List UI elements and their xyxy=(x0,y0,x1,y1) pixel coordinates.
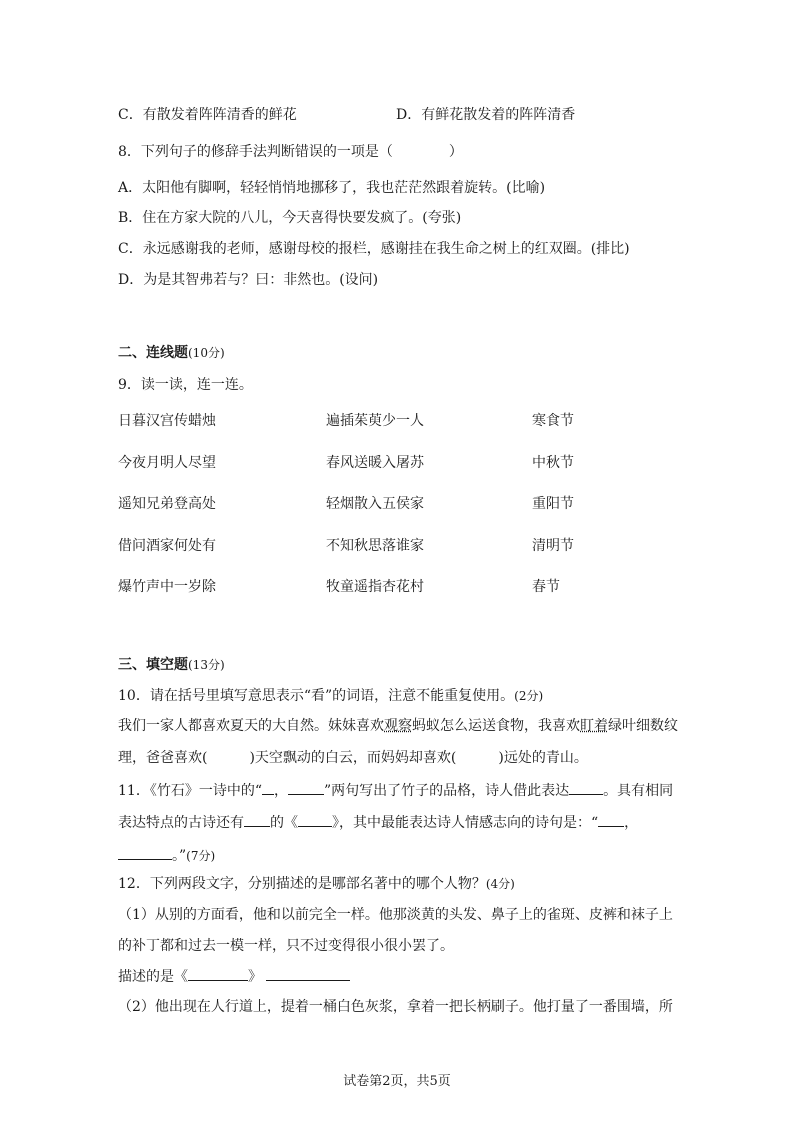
match-middle-5: 牧童遥指杏花村 xyxy=(326,579,424,595)
q10-text-1a: 我们一家人都喜欢夏天的大自然。妹妹喜欢 xyxy=(118,718,384,734)
match-left-3: 遥知兄弟登高处 xyxy=(118,496,216,512)
q10-word-guancha: 观察 xyxy=(384,718,412,734)
q12-stem-line xyxy=(118,874,515,894)
match-middle-2: 春风送暖入屠苏 xyxy=(326,455,424,471)
section3-score: (13分) xyxy=(188,658,225,672)
match-left-4: 借问酒家何处有 xyxy=(118,538,216,554)
match-left-2: 今夜月明人尽望 xyxy=(118,455,216,471)
q8-option-c: C．永远感谢我的老师，感谢母校的报栏，感谢挂在我生命之树上的红双圈。(排比) xyxy=(118,241,630,257)
q8-stem: 8．下列句子的修辞手法判断错误的一项是（ ） xyxy=(118,144,463,160)
section3-heading xyxy=(118,655,225,675)
section3-title: 三、填空题 xyxy=(118,657,188,673)
q11-score: (7分) xyxy=(186,849,216,863)
q11-text-2c: 》，其中最能表达诗人情感志向的诗句是：“ xyxy=(332,815,599,831)
q11-blank-5[interactable] xyxy=(298,812,332,827)
page-footer: 试卷第2页，共5页 xyxy=(343,1074,451,1089)
q11-blank-7[interactable] xyxy=(118,845,172,860)
q12-passage-2-line-1: （2）他出现在人行道上，提着一桶白色灰浆，拿着一把长柄刷子。他打量了一番围墙，所 xyxy=(118,999,673,1015)
q10-stem-line xyxy=(118,686,543,706)
q12-score: (4分) xyxy=(485,877,515,891)
q11-text-2d: ， xyxy=(624,815,639,831)
q11-text-1b: ， xyxy=(273,783,288,799)
q11-text-1d: 。具有相同 xyxy=(603,783,674,799)
q11-text-1a: 11．《竹石》一诗中的“ xyxy=(118,783,262,799)
q11-line-1 xyxy=(118,780,673,801)
match-right-5: 春节 xyxy=(532,579,560,595)
q11-blank-1[interactable] xyxy=(262,780,274,795)
q12-character-blank[interactable] xyxy=(266,966,350,981)
q10-stem: 10．请在括号里填写意思表示“看”的词语，注意不能重复使用。 xyxy=(118,688,515,704)
match-right-2: 中秋节 xyxy=(532,455,574,471)
q11-text-1c: ”两句写出了竹子的品格，诗人借此表达 xyxy=(323,783,570,799)
q8-option-d: D．为是其智弗若与？曰：非然也。(设问) xyxy=(118,272,379,288)
match-left-1: 日暮汉宫传蜡烛 xyxy=(118,413,216,429)
q12-passage-1-line-1: （1）从别的方面看，他和以前完全一样。他那淡黄的头发、鼻子上的雀斑、皮裤和袜子上 xyxy=(118,907,673,923)
match-middle-3: 轻烟散入五侯家 xyxy=(326,496,424,512)
q12-book-blank[interactable] xyxy=(188,966,248,981)
q12-stem: 12．下列两段文字，分别描述的是哪部名著中的哪个人物？ xyxy=(118,876,486,892)
q11-text-3a: 。” xyxy=(172,848,187,864)
match-middle-4: 不知秋思落谁家 xyxy=(326,538,424,554)
q12-passage-1-line-2: 的补丁都和过去一模一样，只不过变得很小很小罢了。 xyxy=(118,938,454,954)
q12-desc-a: 描述的是《 xyxy=(118,969,188,985)
q10-text-1e: 绿叶细数纹 xyxy=(608,718,678,734)
section2-title: 二、连线题 xyxy=(118,345,188,361)
q11-blank-2[interactable] xyxy=(288,780,324,795)
q11-blank-4[interactable] xyxy=(244,812,270,827)
q10-word-dingzhe: 盯着 xyxy=(580,718,608,734)
section2-heading xyxy=(118,343,225,363)
q10-score: (2分) xyxy=(514,689,544,703)
q11-text-2a: 表达特点的古诗还有 xyxy=(118,815,244,831)
q11-line-2 xyxy=(118,812,638,833)
q8-option-b: B．住在方家大院的八儿，今天喜得快要发疯了。(夸张) xyxy=(118,210,462,226)
q12-desc-b: 》 xyxy=(248,969,262,985)
q7-option-d: D．有鲜花散发着的阵阵清香 xyxy=(396,107,576,123)
q11-text-2b: 的《 xyxy=(270,815,298,831)
q9-stem: 9．读一读，连一连。 xyxy=(118,377,253,393)
q11-line-3 xyxy=(118,845,215,866)
q11-blank-6[interactable] xyxy=(598,812,624,827)
q11-blank-3[interactable] xyxy=(569,780,603,795)
match-right-1: 寒食节 xyxy=(532,413,574,429)
match-right-3: 重阳节 xyxy=(532,496,574,512)
q10-line-2: 理，爸爸喜欢( )天空飘动的白云，而妈妈却喜欢( )远处的青山。 xyxy=(118,750,588,766)
q7-option-c: C．有散发着阵阵清香的鲜花 xyxy=(118,107,297,123)
q10-text-1c: 蚂蚁怎么运送食物，我喜欢 xyxy=(412,718,580,734)
section2-score: (10分) xyxy=(188,346,225,360)
match-left-5: 爆竹声中一岁除 xyxy=(118,579,216,595)
match-middle-1: 遍插茱萸少一人 xyxy=(326,413,424,429)
q8-option-a: A．太阳他有脚啊，轻轻悄悄地挪移了，我也茫茫然跟着旋转。(比喻) xyxy=(118,180,546,196)
q12-answer-line xyxy=(118,966,350,987)
q10-line-1 xyxy=(118,716,678,736)
match-right-4: 清明节 xyxy=(532,538,574,554)
